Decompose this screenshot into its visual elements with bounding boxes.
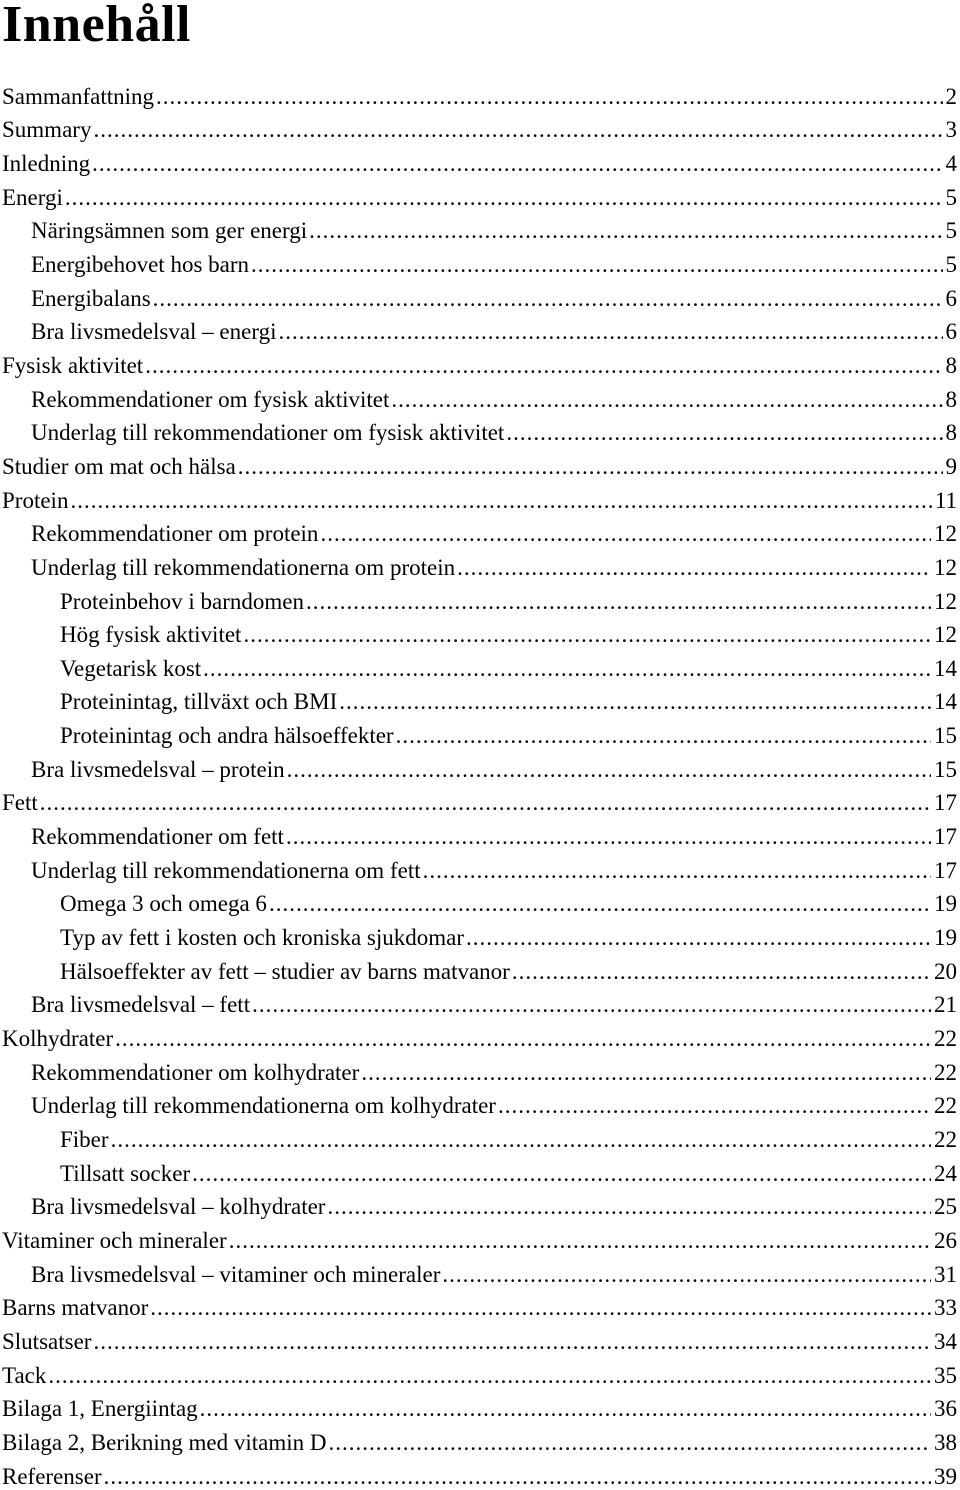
toc-entry-label: Bra livsmedelsval – kolhydrater — [31, 1194, 326, 1220]
toc-entry[interactable] — [0, 1254, 958, 1288]
toc-entry-label: Rekommendationer om protein — [31, 521, 319, 547]
toc-entry[interactable] — [0, 514, 958, 548]
toc-page-number: 15 — [934, 756, 957, 782]
toc-entry-label: Inledning — [2, 150, 91, 176]
toc-dot-leader — [423, 858, 931, 884]
toc-entry-label: Rekommendationer om fysisk aktivitet — [31, 386, 390, 412]
toc-dot-leader — [48, 1363, 931, 1389]
toc-page-number: 22 — [934, 1127, 957, 1152]
toc-entry-label: Bra livsmedelsval – energi — [31, 319, 277, 345]
toc-dot-leader — [40, 790, 931, 816]
toc-entry[interactable] — [0, 615, 958, 649]
toc-entry[interactable] — [0, 1187, 958, 1221]
toc-entry-label: Underlag till rekommendationerna om protein — [31, 554, 456, 580]
toc-page-number: 19 — [934, 891, 957, 917]
toc-entry-label: Proteinintag, tillväxt och BMI — [60, 689, 338, 715]
toc-page-number: 9 — [945, 453, 957, 479]
toc-entry-label: Slutsatser — [2, 1328, 92, 1354]
toc-page-number: 8 — [945, 420, 957, 446]
toc-entry[interactable] — [0, 1355, 958, 1389]
toc-entry-label: Rekommendationer om kolhydrater — [31, 1059, 360, 1085]
toc-page-number: 12 — [934, 588, 957, 614]
toc-dot-leader — [396, 723, 931, 749]
toc-entry[interactable] — [0, 345, 958, 379]
toc-entry[interactable] — [0, 278, 958, 312]
toc-entry-label: Underlag till rekommendationerna om fett — [31, 857, 421, 883]
toc-dot-leader — [339, 689, 931, 715]
toc-dot-leader — [320, 521, 931, 547]
toc-dot-leader — [229, 1228, 931, 1254]
toc-entry-label: Referenser — [2, 1463, 102, 1489]
toc-dot-leader — [150, 1295, 931, 1321]
toc-dot-leader — [361, 1060, 931, 1086]
toc-dot-leader — [238, 454, 943, 480]
toc-entry[interactable] — [0, 547, 958, 581]
toc-dot-leader — [329, 1430, 931, 1456]
toc-page-number: 14 — [934, 689, 957, 715]
toc-entry-label: Vitaminer och mineraler — [2, 1227, 227, 1253]
toc-entry-label: Bra livsmedelsval – protein — [31, 756, 285, 782]
toc-entry[interactable] — [0, 951, 958, 985]
toc-page-number: 26 — [934, 1227, 957, 1253]
toc-entry[interactable] — [0, 1086, 958, 1120]
toc-page-number: 6 — [945, 285, 957, 311]
toc-page-number: 24 — [934, 1160, 957, 1186]
toc-entry[interactable] — [0, 1153, 958, 1187]
toc-page-number: 14 — [934, 655, 957, 681]
toc-dot-leader — [466, 925, 931, 951]
toc-entry[interactable] — [0, 1288, 958, 1322]
toc-dot-leader — [65, 185, 943, 211]
toc-page-number: 35 — [934, 1362, 957, 1388]
toc-entry-label: Bra livsmedelsval – vitaminer och mineraler — [31, 1261, 441, 1287]
toc-entry-label: Proteinintag och andra hälsoeffekter — [60, 723, 394, 749]
toc-entry-label: Tillsatt socker — [60, 1160, 191, 1186]
toc-dot-leader — [243, 622, 931, 648]
toc-dot-leader — [309, 218, 942, 244]
toc-dot-leader — [506, 420, 942, 446]
toc-entry[interactable] — [0, 816, 958, 850]
toc-page-number: 4 — [945, 150, 957, 176]
toc-entry-label: Hälsoeffekter av fett – studier av barns matvanor — [60, 958, 510, 984]
toc-entry-label: Bra livsmedelsval – fett — [31, 992, 251, 1018]
toc-entry-label: Proteinbehov i barndomen — [60, 588, 305, 614]
toc-page-number: 6 — [945, 319, 957, 345]
toc-dot-leader — [70, 488, 931, 514]
toc-page-number: 5 — [945, 251, 957, 277]
toc-page-number: 22 — [934, 1093, 957, 1119]
toc-page-number: 17 — [934, 790, 957, 816]
toc-entry[interactable] — [0, 211, 958, 245]
toc-entry[interactable] — [0, 1052, 958, 1086]
page-title: Innehåll — [2, 0, 191, 53]
toc-entry-label: Energibalans — [31, 285, 151, 311]
toc-entry-label: Sammanfattning — [2, 83, 155, 109]
toc-entry-label: Fysisk aktivitet — [2, 352, 144, 378]
toc-entry[interactable] — [0, 1321, 958, 1355]
toc-page-number: 17 — [934, 824, 957, 850]
toc-entry[interactable] — [0, 244, 958, 278]
toc-entry-label: Barns matvanor — [2, 1295, 149, 1321]
toc-entry[interactable] — [0, 682, 958, 716]
toc-page-number: 25 — [934, 1194, 957, 1220]
toc-page-number: 38 — [934, 1429, 957, 1455]
toc-page-number: 22 — [934, 1026, 957, 1052]
toc-page-number: 11 — [934, 487, 957, 513]
toc-dot-leader — [327, 1194, 931, 1220]
toc-entry-label: Hög fysisk aktivitet — [60, 622, 242, 648]
toc-entry-label: Summary — [2, 117, 92, 143]
toc-dot-leader — [153, 286, 943, 312]
toc-entry[interactable] — [0, 1422, 958, 1456]
toc-entry-label: Energibehovet hos barn — [31, 251, 250, 277]
toc-entry-label: Bilaga 1, Energiintag — [2, 1396, 198, 1422]
toc-entry-label: Energi — [2, 184, 63, 210]
toc-page-number: 8 — [945, 386, 957, 412]
toc-page-number: 2 — [945, 83, 957, 109]
toc-dot-leader — [306, 589, 931, 615]
toc-dot-leader — [192, 1161, 931, 1187]
toc-entry[interactable] — [0, 446, 958, 480]
toc-page-number: 12 — [934, 521, 957, 547]
toc-dot-leader — [252, 992, 931, 1018]
toc-dot-leader — [93, 1329, 931, 1355]
toc-entry[interactable] — [0, 1456, 958, 1490]
toc-entry-label: Rekommendationer om fett — [31, 824, 284, 850]
toc-entry[interactable] — [0, 1220, 958, 1254]
table-of-contents — [0, 76, 958, 1490]
toc-page-number: 21 — [934, 992, 957, 1018]
toc-dot-leader — [93, 117, 942, 143]
toc-dot-leader — [156, 84, 942, 110]
toc-entry[interactable] — [0, 413, 958, 447]
toc-page-number: 39 — [934, 1463, 957, 1489]
toc-dot-leader — [286, 824, 931, 850]
toc-entry[interactable] — [0, 1389, 958, 1423]
toc-page-number: 33 — [934, 1295, 957, 1321]
toc-entry-label: Typ av fett i kosten och kroniska sjukdomar — [60, 925, 465, 951]
toc-entry-label: Studier om mat och hälsa — [2, 453, 236, 479]
toc-entry[interactable] — [0, 1018, 958, 1052]
toc-page-number: 17 — [934, 857, 957, 883]
toc-dot-leader — [115, 1026, 931, 1052]
toc-dot-leader — [442, 1262, 931, 1288]
toc-entry-label: Näringsämnen som ger energi — [31, 218, 308, 244]
toc-dot-leader — [269, 891, 931, 917]
toc-entry[interactable] — [0, 312, 958, 346]
toc-entry[interactable] — [0, 76, 958, 110]
toc-entry-label: Underlag till rekommendationer om fysisk aktivitet — [31, 420, 505, 446]
toc-dot-leader — [92, 151, 942, 177]
toc-entry[interactable] — [0, 1119, 958, 1153]
toc-page-number: 20 — [934, 958, 957, 984]
toc-entry-label: Omega 3 och omega 6 — [60, 891, 267, 917]
toc-dot-leader — [457, 555, 931, 581]
toc-dot-leader — [203, 656, 931, 682]
toc-dot-leader — [391, 387, 942, 413]
toc-page-number: 12 — [934, 554, 957, 580]
toc-page-number: 34 — [934, 1328, 957, 1354]
toc-page-number: 8 — [945, 352, 957, 378]
toc-entry-label: Underlag till rekommendationerna om kolhydrater — [31, 1093, 496, 1119]
toc-entry[interactable] — [0, 917, 958, 951]
toc-entry[interactable] — [0, 884, 958, 918]
toc-entry[interactable] — [0, 581, 958, 615]
toc-page-number: 15 — [934, 723, 957, 749]
toc-page-number: 36 — [934, 1396, 957, 1422]
toc-page-number: 19 — [934, 925, 957, 951]
toc-entry[interactable] — [0, 480, 958, 514]
toc-page-number: 12 — [934, 622, 957, 648]
toc-dot-leader — [251, 252, 942, 278]
toc-dot-leader — [111, 1127, 931, 1153]
toc-page-number: 31 — [934, 1261, 957, 1287]
toc-entry-label: Fiber — [60, 1127, 109, 1152]
toc-entry[interactable] — [0, 985, 958, 1019]
toc-dot-leader — [287, 757, 931, 783]
toc-dot-leader — [145, 353, 942, 379]
toc-page-number: 5 — [945, 184, 957, 210]
toc-entry[interactable] — [0, 715, 958, 749]
toc-dot-leader — [279, 319, 943, 345]
toc-dot-leader — [512, 959, 931, 985]
toc-entry[interactable] — [0, 850, 958, 884]
toc-entry-label: Kolhydrater — [2, 1026, 114, 1052]
toc-dot-leader — [200, 1396, 931, 1422]
toc-entry-label: Protein — [2, 487, 69, 513]
toc-entry-label: Fett — [2, 790, 38, 816]
toc-entry[interactable] — [0, 379, 958, 413]
toc-entry-label: Bilaga 2, Berikning med vitamin D — [2, 1429, 327, 1455]
toc-page-number: 5 — [945, 218, 957, 244]
toc-entry[interactable] — [0, 648, 958, 682]
toc-dot-leader — [498, 1093, 931, 1119]
toc-page-number: 22 — [934, 1059, 957, 1085]
toc-entry[interactable] — [0, 749, 958, 783]
toc-entry[interactable] — [0, 143, 958, 177]
toc-entry[interactable] — [0, 177, 958, 211]
toc-dot-leader — [104, 1464, 931, 1490]
toc-entry-label: Tack — [2, 1362, 47, 1388]
toc-entry[interactable] — [0, 783, 958, 817]
toc-page-number: 3 — [945, 117, 957, 143]
toc-entry-label: Vegetarisk kost — [60, 655, 202, 681]
toc-entry[interactable] — [0, 110, 958, 144]
